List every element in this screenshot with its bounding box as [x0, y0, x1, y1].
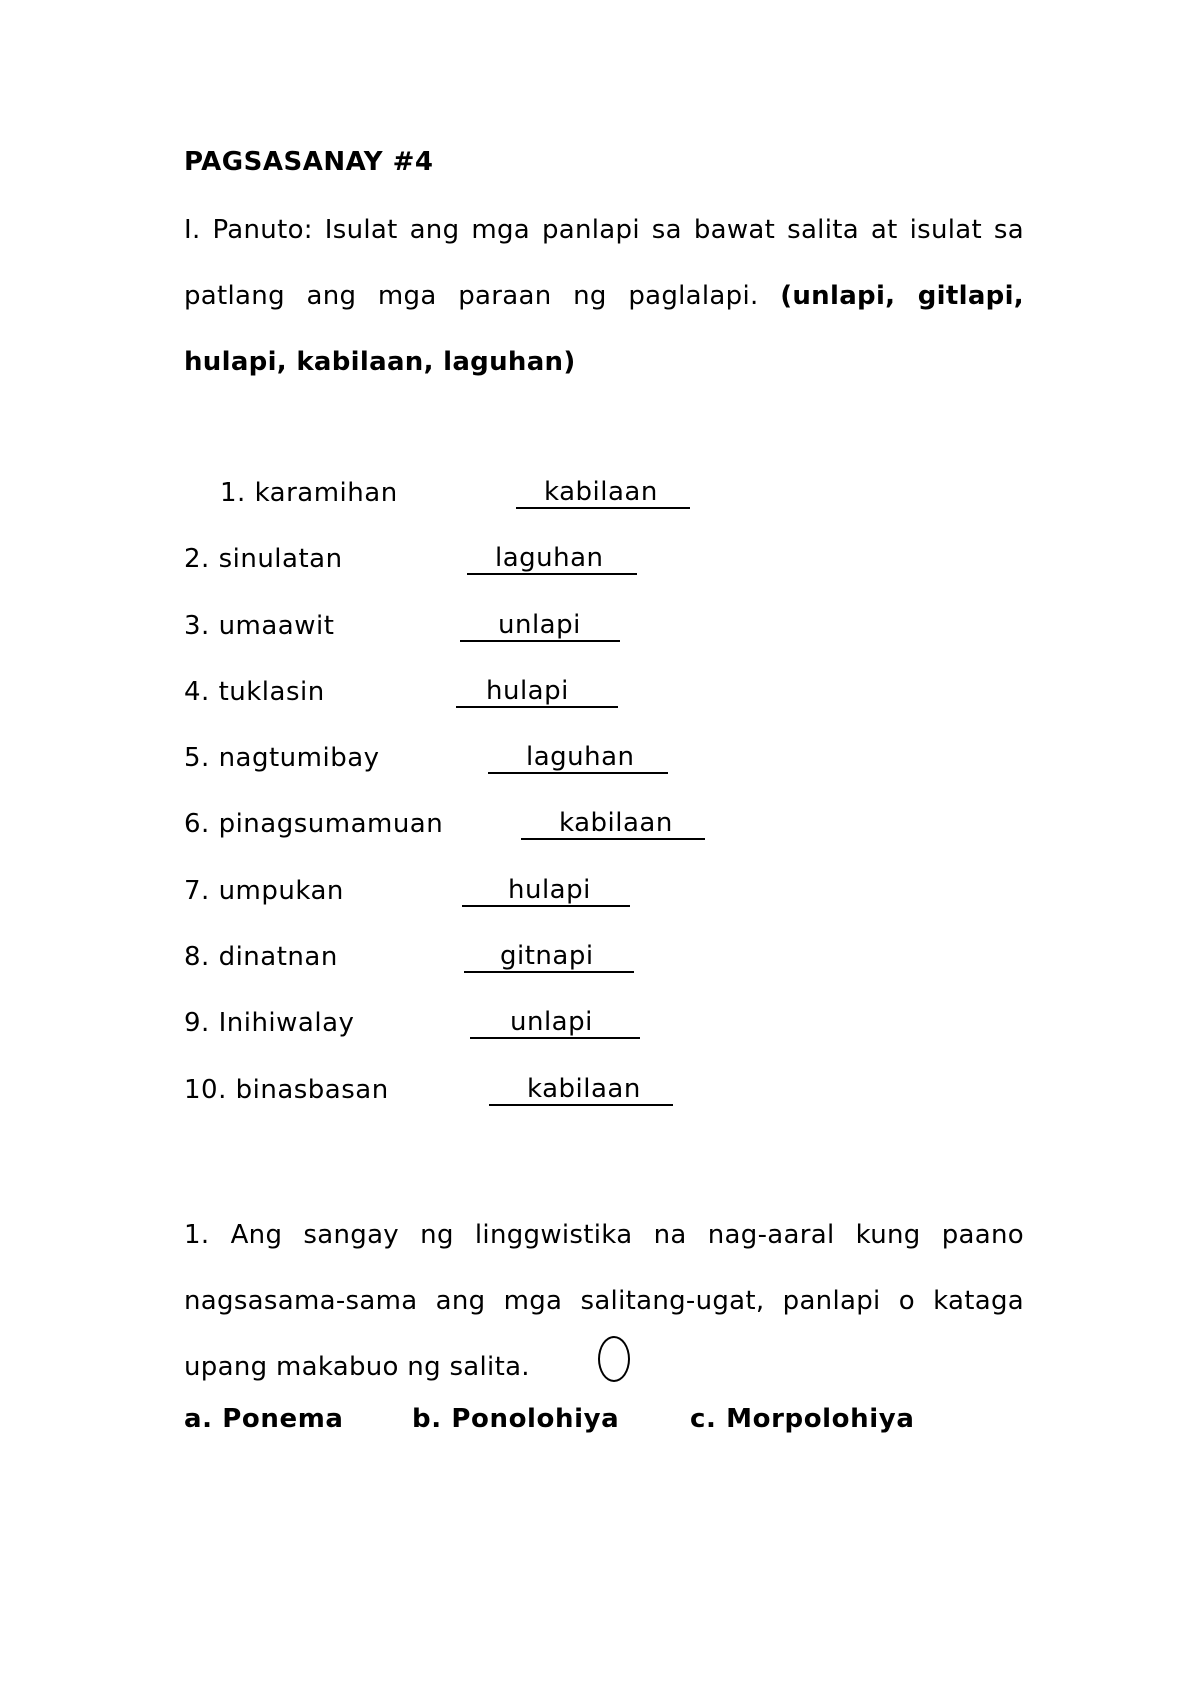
instructions	[184, 197, 1024, 395]
list-item-answer: kabilaan	[489, 1075, 673, 1106]
question-text: 1. Ang sangay ng linggwistika na nag-aaral kung paano nagsasama-sama ang mga salitang-ugat, panlapi o kataga upang makabuo ng salita.	[184, 1220, 1024, 1382]
list-item-label: 2. sinulatan	[184, 544, 343, 574]
list-item-label: 3. umaawit	[184, 611, 335, 641]
list-item-answer: laguhan	[467, 544, 637, 575]
choice-c: c. Morpolohiya	[690, 1404, 915, 1434]
instructions-text: I. Panuto: Isulat ang mga panlapi sa bawat salita at isulat sa patlang ang mga paraan ng paglalapi.	[184, 215, 1024, 311]
list-item-label: 5. nagtumibay	[184, 743, 380, 773]
list-item-answer: kabilaan	[521, 809, 705, 840]
choice-b: b. Ponolohiya	[412, 1404, 620, 1434]
list-item-answer: unlapi	[460, 611, 620, 642]
list-item-label: 4. tuklasin	[184, 677, 325, 707]
choice-a: a. Ponema	[184, 1404, 344, 1434]
list-item-answer: hulapi	[456, 677, 618, 708]
list-item-label: 10. binasbasan	[184, 1075, 389, 1105]
list-item-label: 7. umpukan	[184, 876, 344, 906]
answer-circle-mark	[598, 1336, 630, 1382]
page-title: PAGSASANAY #4	[184, 147, 434, 177]
list-item-answer: kabilaan	[516, 478, 690, 509]
list-item-label: 1. karamihan	[220, 478, 398, 508]
list-item-answer: hulapi	[462, 876, 630, 907]
list-item-label: 8. dinatnan	[184, 942, 338, 972]
list-item-answer: unlapi	[470, 1008, 640, 1039]
list-item-label: 6. pinagsumamuan	[184, 809, 444, 839]
list-item-label: 9. Inihiwalay	[184, 1008, 355, 1038]
list-item-answer: gitnapi	[464, 942, 634, 973]
list-item-answer: laguhan	[488, 743, 668, 774]
instructions-options: (unlapi, gitlapi, hulapi, kabilaan, laguhan)	[184, 281, 1024, 377]
